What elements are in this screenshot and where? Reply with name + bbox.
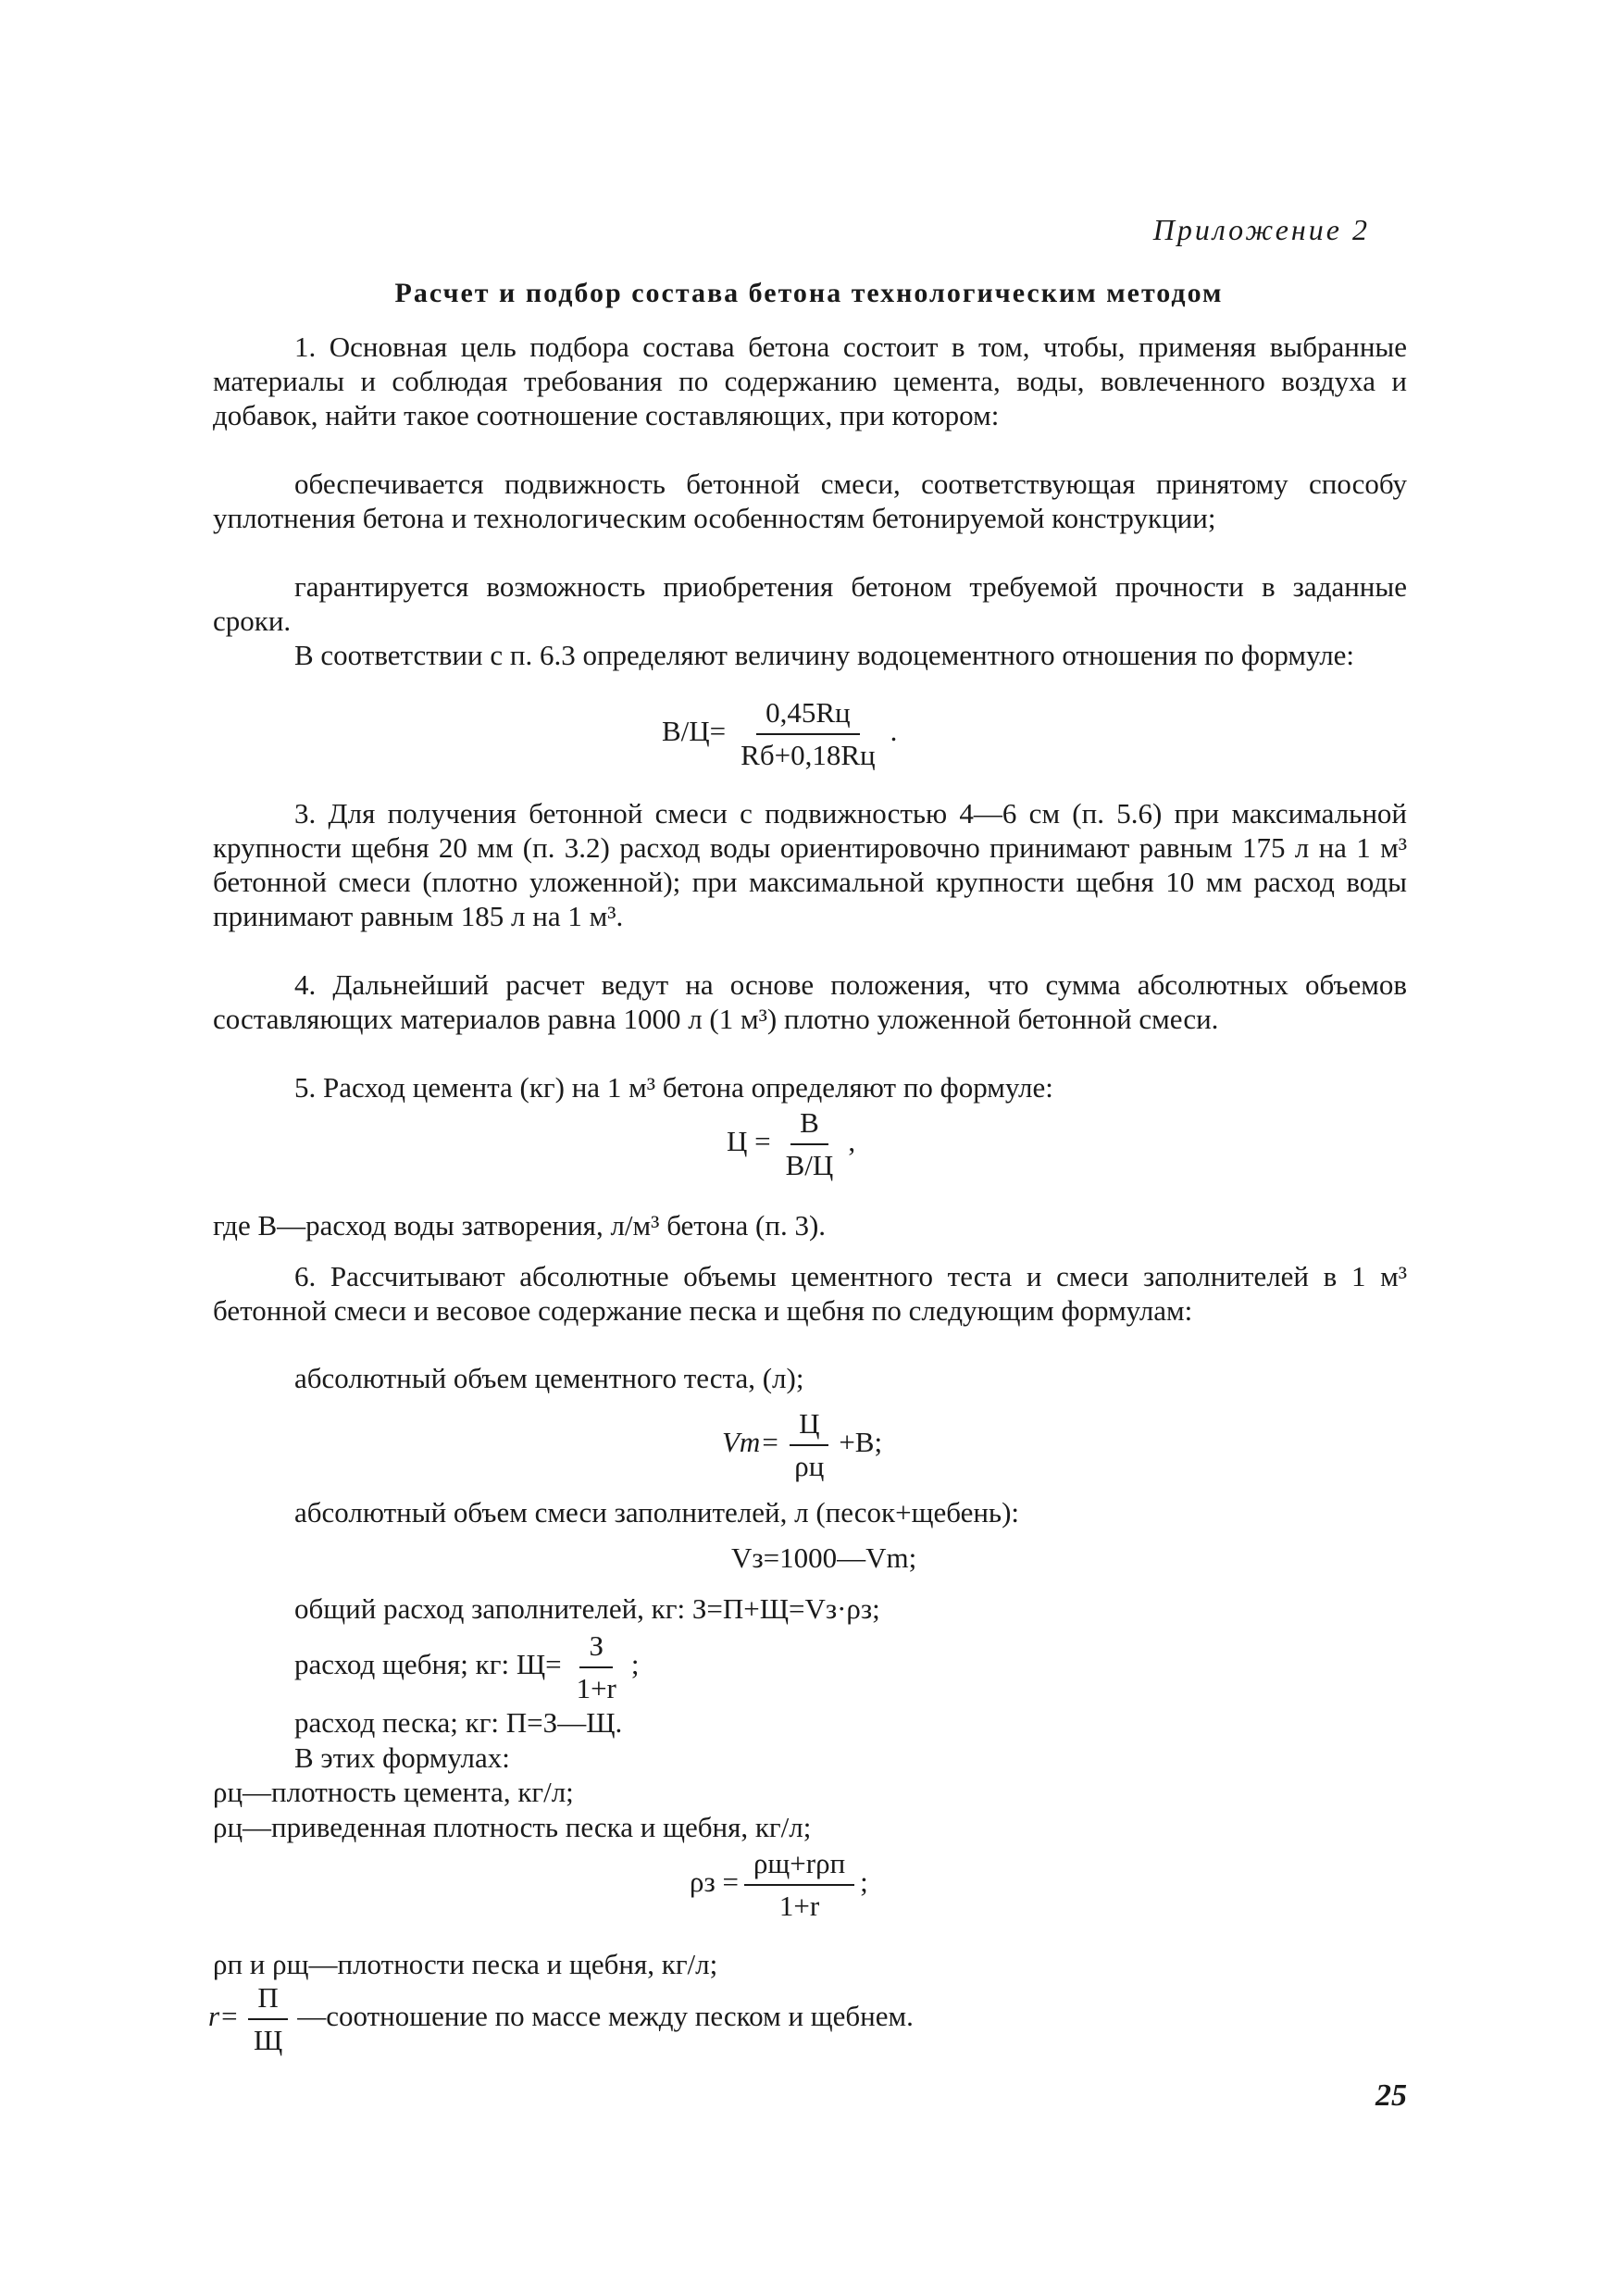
formula-aggregate-mass: общий расход заполнителей, кг: З=П+Щ=Vз·ρз; xyxy=(294,1592,880,1625)
formula-aggregate-volume: Vз=1000—Vm; xyxy=(731,1541,917,1574)
paragraph-1b: гарантируется возможность приобретения бетоном требуемой прочности в заданные сроки. xyxy=(213,570,1407,637)
appendix-label: Приложение 2 xyxy=(1152,213,1370,246)
formula-density: ρз = $\frac{\text{ρщ+rρп}}{1+r}$ ; xyxy=(690,1847,868,1922)
paragraph-6a: абсолютный объем цементного теста, (л); xyxy=(294,1362,804,1394)
paragraph-6b: абсолютный объем смеси заполнителей, л (песок+щебень): xyxy=(294,1496,1020,1529)
paragraph-6e: расход песка; кг: П=З—Щ. xyxy=(294,1706,623,1739)
definition-3: ρп и ρщ—плотности песка и щебня, кг/л; xyxy=(213,1948,718,1980)
paragraph-6f: В этих формулах: xyxy=(294,1741,510,1774)
definition-1: ρц—плотность цемента, кг/л; xyxy=(213,1776,574,1808)
definition-2: ρц—приведенная плотность песка и щебня, кг/л; xyxy=(213,1811,812,1843)
page-title: Расчет и подбор состава бетона технологическим методом xyxy=(394,278,1224,308)
paragraph-5: 5. Расход цемента (кг) на 1 м³ бетона определяют по формуле: xyxy=(294,1071,1053,1104)
page-number: 25 xyxy=(1375,2078,1407,2113)
paragraph-1: 1. Основная цель подбора состава бетона состоит в том, чтобы, применяя выбранные материалы и соблюдая требования по содержанию цемента, воды, вовлеченного воздуха и добавок, найти такое соотношение составляющих, при котором: xyxy=(213,331,1407,431)
definition-4: r= $\frac{П}{Щ}$ —соотношение по массе между песком и щебнем. xyxy=(208,1981,914,2056)
paragraph-3: 3. Для получения бетонной смеси с подвижностью 4—6 см (п. 5.6) при максимальной крупности щебня 20 мм (п. 3.2) расход воды ориентировочно принимают равным 175 л на 1 м³ бетонной смеси (плотно уложенной); при максимальной крупности щебня 10 мм расход воды принимают равным 185 л на 1 м³. xyxy=(213,797,1407,932)
formula-water-cement: В/Ц= $\frac{0,45Rц}{Rб+0,18Rц}$ . xyxy=(662,696,898,771)
formula-gravel: расход щебня; кг: Щ= $\frac{З}{1+r}$ ; xyxy=(294,1629,640,1704)
formula-cement: Ц = $\frac{В}{В/Ц}$ , xyxy=(727,1106,856,1181)
paragraph-4: 4. Дальнейший расчет ведут на основе положения, что сумма абсолютных объемов составляющих материалов равна 1000 л (1 м³) плотно уложенной бетонной смеси. xyxy=(213,968,1407,1035)
paragraph-1a: обеспечивается подвижность бетонной смеси, соответствующая принятому способу уплотнения бетона и технологическим особенностям бетонируемой конструкции; xyxy=(213,468,1407,534)
formula-cement-paste: Vm= $\frac{Ц}{\rho ц}$ +В; xyxy=(722,1407,883,1482)
paragraph-2: В соответствии с п. 6.3 определяют величину водоцементного отношения по формуле: xyxy=(294,639,1355,671)
paragraph-6: 6. Рассчитывают абсолютные объемы цементного теста и смеси заполнителей в 1 м³ бетонной смеси и весовое содержание песка и щебня по следующим формулам: xyxy=(213,1260,1407,1327)
paragraph-5-where: где В—расход воды затворения, л/м³ бетона (п. 3). xyxy=(213,1209,827,1242)
